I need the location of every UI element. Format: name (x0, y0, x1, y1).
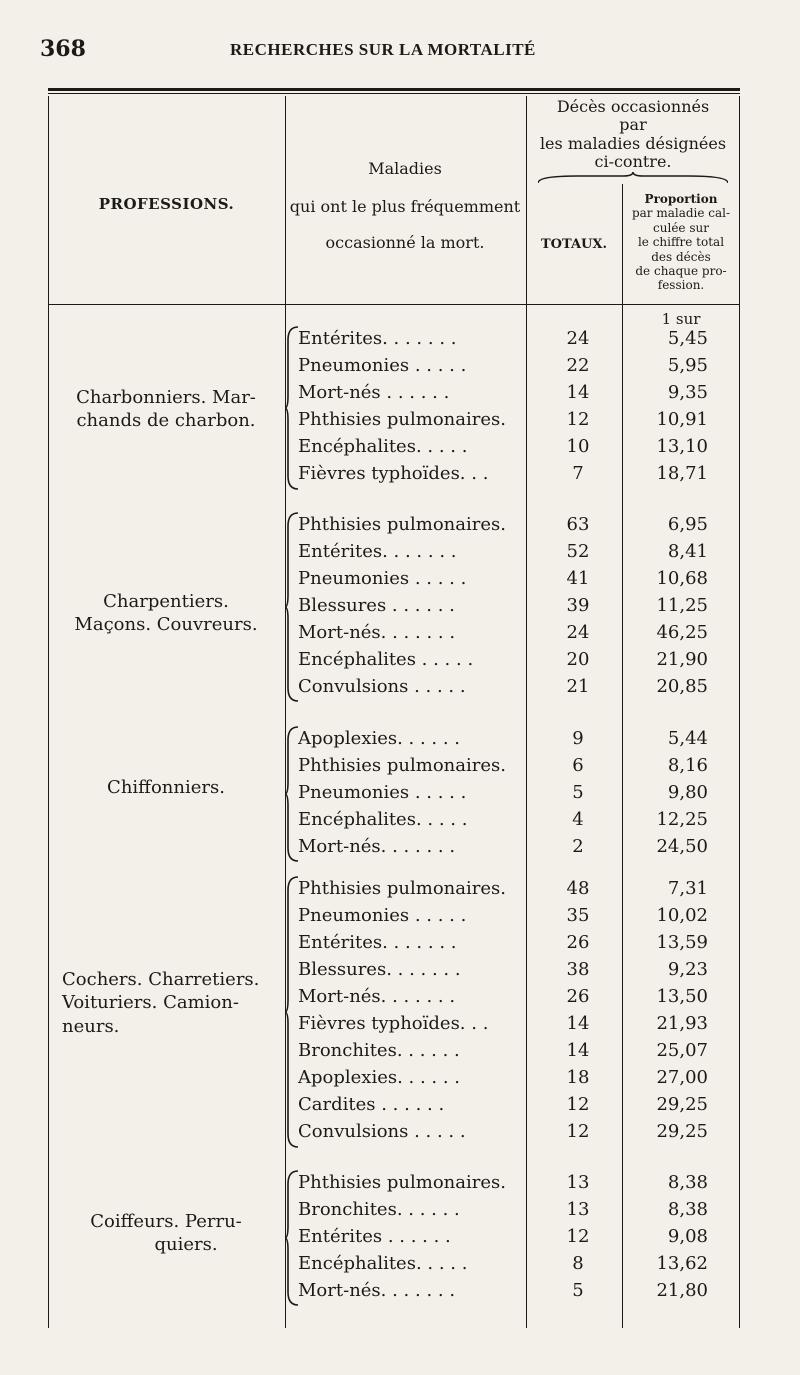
table-row (298, 595, 738, 622)
table-row (298, 986, 738, 1013)
total-cell: 6 (572, 755, 584, 776)
left-brace-icon (285, 726, 299, 862)
ratio-cell: 21,90 (656, 649, 708, 670)
disease-cell: Mort-nés. . . . . . . (298, 836, 456, 857)
disease-cell: Entérites. . . . . . . (298, 541, 457, 562)
header-proportion-line: fession. (657, 278, 705, 293)
left-brace-icon (285, 1170, 299, 1306)
disease-cell: Phthisies pulmonaires. (298, 514, 506, 535)
total-cell: 21 (566, 676, 590, 697)
total-cell: 63 (566, 514, 590, 535)
ratio-cell: 9,23 (667, 959, 708, 980)
profession-line: Charbonniers. Mar- (76, 387, 256, 408)
disease-cell: Cardites . . . . . . (298, 1094, 445, 1115)
profession-line: neurs. (62, 1015, 120, 1037)
disease-cell: Blessures. . . . . . . (298, 959, 461, 980)
ratio-cell: 10,91 (656, 409, 708, 430)
disease-cell: Mort-nés. . . . . . . (298, 1280, 456, 1301)
disease-cell: Convulsions . . . . . (298, 1121, 466, 1142)
disease-cell: Fièvres typhoïdes. . . (298, 463, 489, 484)
profession-cochers (62, 968, 294, 1038)
mortality-table (48, 88, 740, 1328)
profession-line: quiers. (154, 1234, 218, 1256)
disease-cell: Mort-nés . . . . . . (298, 382, 450, 403)
left-brace-icon (285, 326, 299, 490)
table-row (298, 1121, 738, 1148)
table-row (298, 328, 738, 355)
disease-cell: Entérites. . . . . . . (298, 932, 457, 953)
disease-cell: Fièvres typhoïdes. . . (298, 1013, 489, 1034)
ratio-cell: 11,25 (656, 595, 708, 616)
total-cell: 12 (566, 1121, 590, 1142)
disease-cell: Pneumonies . . . . . (298, 782, 467, 803)
table-row (298, 1280, 738, 1307)
header-maladies-line: occasionné la mort. (325, 233, 485, 252)
header-totaux: TOTAUX. (541, 237, 607, 252)
profession-line: Chiffonniers. (107, 777, 225, 798)
ratio-cell: 5,44 (667, 728, 708, 749)
header-deces-line: par (619, 115, 647, 135)
total-cell: 52 (566, 541, 590, 562)
total-cell: 10 (566, 436, 590, 457)
disease-cell: Bronchites. . . . . . (298, 1040, 460, 1061)
total-cell: 12 (566, 409, 590, 430)
table-row (298, 1199, 738, 1226)
table-row (298, 836, 738, 863)
ratio-cell: 13,59 (656, 932, 708, 953)
table-row (298, 959, 738, 986)
total-cell: 20 (566, 649, 590, 670)
disease-cell: Encéphalites. . . . . (298, 809, 468, 830)
ratio-cell: 20,85 (656, 676, 708, 697)
total-cell: 5 (572, 782, 584, 803)
profession-charbonniers (50, 386, 282, 433)
ratio-cell: 25,07 (656, 1040, 708, 1061)
table-row (298, 728, 738, 755)
disease-cell: Entérites . . . . . . (298, 1226, 451, 1247)
ratio-cell: 5,95 (667, 355, 708, 376)
disease-cell: Convulsions . . . . . (298, 676, 466, 697)
total-cell: 7 (572, 463, 584, 484)
ratio-cell: 13,10 (656, 436, 708, 457)
table-row (298, 355, 738, 382)
disease-cell: Apoplexies. . . . . . (298, 1067, 461, 1088)
ratio-cell: 21,93 (656, 1013, 708, 1034)
header-deces-line: ci-contre. (594, 152, 672, 172)
total-cell: 9 (572, 728, 584, 749)
total-cell: 35 (566, 905, 590, 926)
table-row (298, 1094, 738, 1121)
profession-line: Voituriers. Camion- (62, 992, 239, 1014)
table-row (298, 541, 738, 568)
ratio-cell: 6,95 (667, 514, 708, 535)
ratio-cell: 8,38 (667, 1199, 708, 1220)
profession-line: Charpentiers. (103, 591, 229, 612)
ratio-cell: 10,68 (656, 568, 708, 589)
ratio-cell: 8,16 (667, 755, 708, 776)
table-row (298, 514, 738, 541)
profession-line: Maçons. Couvreurs. (74, 614, 258, 636)
header-bottom-rule (48, 304, 740, 305)
table-row (298, 878, 738, 905)
ratio-cell: 9,80 (667, 782, 708, 803)
ratio-cell: 13,50 (656, 986, 708, 1007)
running-title: RECHERCHES SUR LA MORTALITÉ (230, 40, 536, 59)
table-row (298, 409, 738, 436)
disease-cell: Bronchites. . . . . . (298, 1199, 460, 1220)
table-row (298, 436, 738, 463)
disease-cell: Phthisies pulmonaires. (298, 878, 506, 899)
total-cell: 2 (572, 836, 584, 857)
total-cell: 5 (572, 1280, 584, 1301)
disease-cell: Pneumonies . . . . . (298, 568, 467, 589)
header-proportion-line: culée sur (653, 220, 709, 235)
disease-cell: Apoplexies. . . . . . (298, 728, 461, 749)
disease-cell: Encéphalites. . . . . (298, 436, 468, 457)
table-row (298, 463, 738, 490)
ratio-cell: 9,35 (667, 382, 708, 403)
table-row (298, 1172, 738, 1199)
profession-charpentiers (50, 590, 282, 637)
disease-cell: Phthisies pulmonaires. (298, 409, 506, 430)
disease-cell: Mort-nés. . . . . . . (298, 986, 456, 1007)
total-cell: 18 (566, 1067, 590, 1088)
table-row (298, 1040, 738, 1067)
header-proportion-line: des décès (651, 249, 711, 264)
table-row (298, 1253, 738, 1280)
ratio-cell: 29,25 (656, 1094, 708, 1115)
profession-line: chands de charbon. (76, 410, 256, 432)
profession-line: Coiffeurs. Perru- (90, 1211, 242, 1232)
left-brace-icon (285, 512, 299, 702)
header-brace-icon (538, 172, 728, 184)
total-cell: 24 (566, 622, 590, 643)
total-cell: 12 (566, 1226, 590, 1247)
disease-cell: Encéphalites. . . . . (298, 1253, 468, 1274)
total-cell: 26 (566, 932, 590, 953)
header-proportion (622, 192, 740, 293)
header-proportion-line: par maladie cal- (631, 206, 731, 221)
total-cell: 48 (566, 878, 590, 899)
table-row (298, 1226, 738, 1253)
header-deces (526, 98, 740, 172)
total-cell: 14 (566, 1040, 590, 1061)
ratio-cell: 13,62 (656, 1253, 708, 1274)
table-row (298, 568, 738, 595)
total-cell: 12 (566, 1094, 590, 1115)
header-proportion-line: Proportion (644, 192, 718, 206)
total-cell: 14 (566, 1013, 590, 1034)
total-cell: 8 (572, 1253, 584, 1274)
total-cell: 13 (566, 1199, 590, 1220)
table-row (298, 932, 738, 959)
ratio-cell: 46,25 (656, 622, 708, 643)
ratio-cell: 12,25 (656, 809, 708, 830)
total-cell: 13 (566, 1172, 590, 1193)
ratio-cell: 29,25 (656, 1121, 708, 1142)
page-number: 368 (40, 36, 86, 62)
ratio-cell: 24,50 (656, 836, 708, 857)
disease-cell: Blessures . . . . . . (298, 595, 455, 616)
left-brace-icon (285, 876, 299, 1148)
header-maladies-line: qui ont le plus fréquemment (289, 197, 521, 216)
ratio-cell: 10,02 (656, 905, 708, 926)
proportion-unit: 1 sur (661, 310, 701, 328)
header-professions: PROFESSIONS. (98, 195, 235, 213)
table-row (298, 1013, 738, 1040)
disease-cell: Pneumonies . . . . . (298, 905, 467, 926)
profession-coiffeurs (50, 1210, 282, 1257)
page-header (40, 36, 760, 76)
ratio-cell: 7,31 (667, 878, 708, 899)
table-row (298, 809, 738, 836)
total-cell: 38 (566, 959, 590, 980)
ratio-cell: 27,00 (656, 1067, 708, 1088)
header-maladies: Maladies (368, 159, 442, 178)
profession-line: Cochers. Charretiers. (62, 969, 260, 990)
table-row (298, 1067, 738, 1094)
table-row (298, 755, 738, 782)
disease-cell: Phthisies pulmonaires. (298, 755, 506, 776)
table-row (298, 649, 738, 676)
total-cell: 4 (572, 809, 584, 830)
ratio-cell: 9,08 (667, 1226, 708, 1247)
total-cell: 26 (566, 986, 590, 1007)
disease-cell: Pneumonies . . . . . (298, 355, 467, 376)
ratio-cell: 8,38 (667, 1172, 708, 1193)
disease-cell: Phthisies pulmonaires. (298, 1172, 506, 1193)
disease-cell: Mort-nés. . . . . . . (298, 622, 456, 643)
total-cell: 14 (566, 382, 590, 403)
table-row (298, 782, 738, 809)
header-deces-line: les maladies désignées (539, 133, 727, 153)
ratio-cell: 8,41 (667, 541, 708, 562)
table-row (298, 382, 738, 409)
total-cell: 24 (566, 328, 590, 349)
header-proportion-line: le chiffre total (637, 235, 725, 250)
total-cell: 41 (566, 568, 590, 589)
header-proportion-line: de chaque pro- (635, 263, 727, 278)
ratio-cell: 5,45 (667, 328, 708, 349)
ratio-cell: 21,80 (656, 1280, 708, 1301)
table-row (298, 676, 738, 703)
total-cell: 22 (566, 355, 590, 376)
disease-cell: Encéphalites . . . . . (298, 649, 474, 670)
total-cell: 39 (566, 595, 590, 616)
table-row (298, 905, 738, 932)
table-top-rule (48, 88, 740, 94)
table-row (298, 622, 738, 649)
ratio-cell: 18,71 (656, 463, 708, 484)
profession-chiffonniers (50, 776, 282, 799)
header-deces-line: Décès occasionnés (556, 97, 710, 116)
table-left-border (48, 96, 49, 1328)
disease-cell: Entérites. . . . . . . (298, 328, 457, 349)
